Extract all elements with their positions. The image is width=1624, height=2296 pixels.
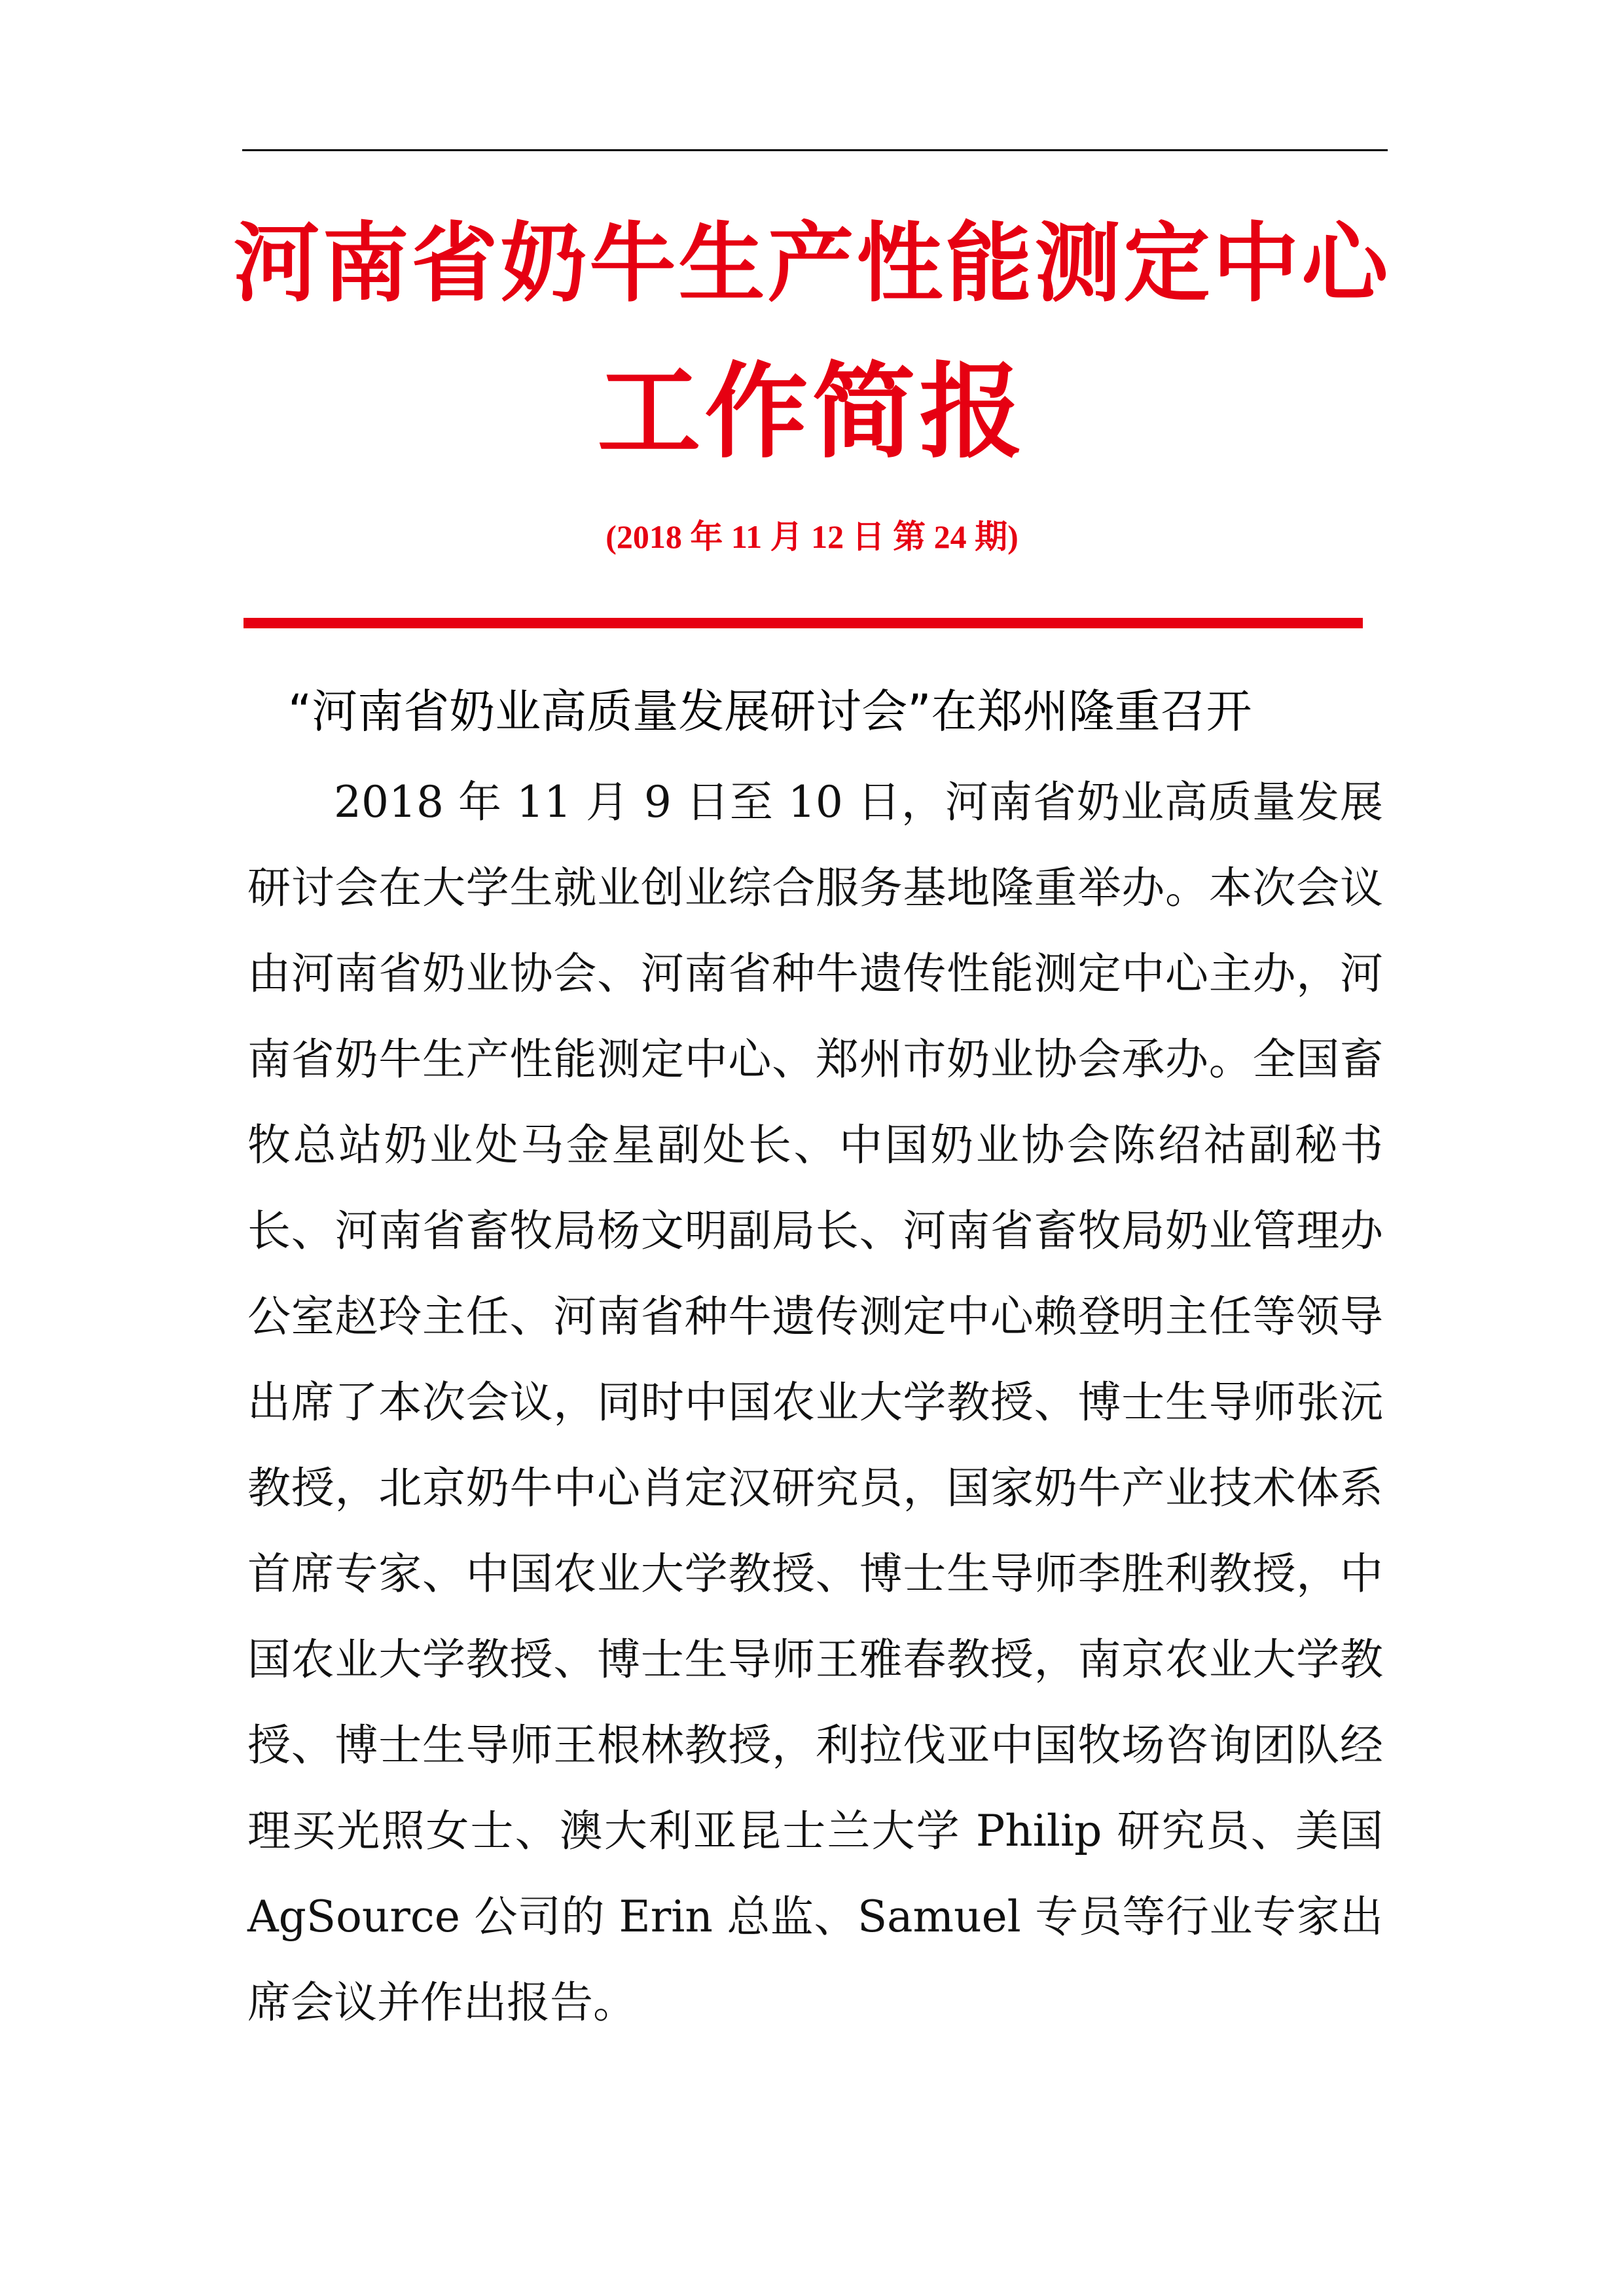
article-body: 2018 年 11 月 9 日至 10 日，河南省奶业高质量发展研讨会在大学生就业创业综合服务基地隆重举办。本次会议由河南省奶业协会、河南省种牛遗传性能测定中心主办，河南省奶牛生产性能测定中心、郑州市奶业协会承办。全国畜牧总站奶业处马金星副处长、中国奶业协会陈绍祜副秘书长、河南省畜牧局杨文明副局长、河南省畜牧局奶业管理办公室赵玲主任、河南省种牛遗传测定中心赖登明主任等领导出席了本次会议，同时中国农业大学教授、博士生导师张沅教授，北京奶牛中心肖定汉研究员，国家奶牛产业技术体系首席专家、中国农业大学教授、博士生导师李胜利教授，中国农业大学教授、博士生导师王雅春教授，南京农业大学教授、博士生导师王根林教授，利拉伐亚中国牧场咨询团队经理买光照女士、澳大利亚昆士兰大学 Philip 研究员、美国 AgSource 公司的 Erin 总监、Samuel 专员等行业专家出席会议并作出报告。 [247, 777, 1383, 2028]
header-top-rule [242, 149, 1388, 151]
bulletin-title: 工作简报 [597, 351, 1027, 473]
article-heading: “河南省奶业高质量发展研讨会”在郑州隆重召开 [288, 685, 1252, 738]
header-red-divider [244, 618, 1363, 628]
issue-date-line: (2018 年 11 月 12 日 第 24 期) [605, 518, 1019, 555]
organization-title: 河南省奶牛生产性能测定中心 [233, 213, 1391, 314]
